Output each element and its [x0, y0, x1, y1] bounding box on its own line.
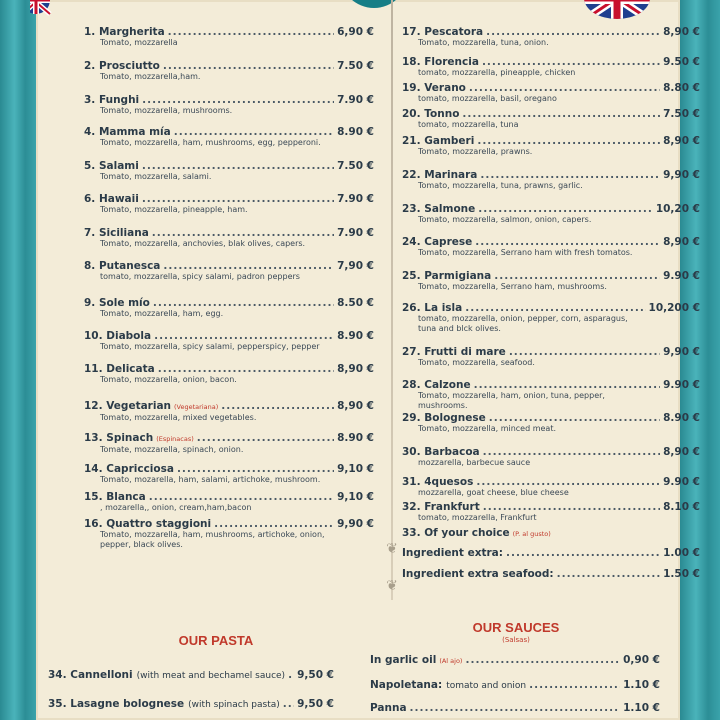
menu-item	[402, 270, 700, 292]
menu-item-price: 9.90 €	[663, 270, 700, 282]
menu-item-price: 7.50 €	[663, 108, 700, 120]
leader-dots	[494, 270, 660, 282]
menu-item-name: 24. Caprese	[402, 236, 473, 248]
menu-item	[84, 193, 374, 215]
menu-item-name: 2. Prosciutto	[84, 60, 160, 72]
leader-dots	[480, 169, 660, 181]
leader-dots	[163, 260, 334, 272]
menu-item	[402, 501, 700, 523]
menu-item	[84, 491, 374, 513]
leader-dots	[153, 297, 334, 309]
leader-dots	[474, 379, 661, 391]
menu-item-name: 12. Vegetarian	[84, 400, 172, 412]
menu-item-description: Tomato, mozzarella, salmon, onion, capers.	[418, 215, 592, 224]
leader-dots	[177, 463, 334, 475]
menu-item-name: Napoletana:	[370, 679, 443, 691]
menu-item-name: 27. Frutti di mare	[402, 346, 506, 358]
menu-item-name: 19. Verano	[402, 82, 466, 94]
menu-item	[84, 432, 374, 455]
leader-dots	[509, 346, 660, 358]
leader-dots	[476, 476, 660, 488]
menu-item-description: Tomato, mozzarella,ham.	[100, 72, 201, 81]
leader-dots	[142, 193, 334, 205]
sauces-section-title: OUR SAUCES	[472, 620, 560, 635]
menu-item	[402, 446, 700, 468]
menu-item-description: tomato, mozzarella, onion, pepper, corn, asparagus, tuna and blck olives.	[418, 314, 628, 333]
menu-item-price: 9,90 €	[663, 169, 700, 181]
menu-item-name: 18. Florencia	[402, 56, 479, 68]
pasta-section-title: OUR PASTA	[178, 633, 254, 648]
menu-item-name: 8. Putanesca	[84, 260, 161, 272]
menu-item	[402, 547, 700, 559]
menu-item-description: tomato, mozzarella, pineapple, chicken	[418, 68, 576, 77]
menu-item-price: 9.50 €	[663, 56, 700, 68]
menu-item	[402, 26, 700, 48]
logo-emblem	[340, 0, 408, 8]
menu-item-price: 10,200 €	[648, 302, 700, 314]
menu-item-price: 8.10 €	[663, 501, 700, 513]
menu-item	[84, 363, 374, 385]
menu-item-description: Tomato, mozzarella, salami.	[100, 172, 212, 181]
menu-item	[402, 135, 700, 157]
menu-item-price: 8.50 €	[337, 297, 374, 309]
menu-item-name: 31. 4quesos	[402, 476, 474, 488]
menu-item	[402, 169, 700, 191]
menu-item-price: 8,90 €	[663, 446, 700, 458]
menu-item-name: In garlic oil	[370, 654, 437, 666]
leader-dots	[410, 702, 621, 714]
menu-item	[84, 60, 374, 82]
menu-item-price: 7.90 €	[337, 94, 374, 106]
menu-item-price: 9,90 €	[663, 346, 700, 358]
menu-item	[84, 400, 374, 423]
menu-item-extra: (with spinach pasta)	[188, 700, 280, 710]
divider-ornament: ❦	[386, 541, 398, 557]
menu-item-description: Tomato, mozzarella, tuna, prawns, garlic.	[418, 181, 583, 190]
menu-item-name: 21. Gamberi	[402, 135, 475, 147]
leader-dots	[557, 568, 661, 580]
leader-dots	[482, 56, 660, 68]
menu-item	[402, 82, 700, 104]
menu-item-price: 7,90 €	[337, 260, 374, 272]
menu-item-description: Tomato, mozzarella, spicy salami, pepperspicy, pepper	[100, 342, 320, 351]
menu-item-description: Tomato, mozzarella, Serrano ham, mushrooms.	[418, 282, 607, 291]
menu-item-price: 9,10 €	[337, 491, 374, 503]
menu-item-description: Tomato, mozzarella, minced meat.	[418, 424, 557, 433]
menu-item-name: 33. Of your choice	[402, 527, 510, 539]
leader-dots	[483, 501, 660, 513]
menu-item-name: 25. Parmigiana	[402, 270, 492, 282]
menu-item-price: 8,90 €	[337, 400, 374, 412]
menu-item-name: Ingredient extra seafood:	[402, 568, 554, 580]
menu-item-tag: (P. al gusto)	[512, 530, 551, 538]
menu-item	[402, 108, 700, 130]
leader-dots	[465, 654, 620, 666]
menu-item-description: Tomato, mozzarella, seafood.	[418, 358, 535, 367]
leader-dots	[462, 108, 660, 120]
menu-item-name: 30. Barbacoa	[402, 446, 480, 458]
menu-item-name: 22. Marinara	[402, 169, 478, 181]
menu-item-tag: (Al ajo)	[439, 657, 463, 665]
menu-item	[402, 236, 700, 258]
menu-item	[402, 56, 700, 78]
menu-item-price: 1.00 €	[663, 547, 700, 559]
menu-item-price: 10,20 €	[655, 203, 700, 215]
menu-item	[402, 346, 700, 368]
menu-item-name: 15. Blanca	[84, 491, 146, 503]
menu-item-name: 20. Tonno	[402, 108, 460, 120]
menu-item-description: Tomato, mozzarella, ham, mushrooms, artichoke, onion, pepper, black olives.	[100, 530, 325, 549]
menu-item-price: 9,90 €	[337, 518, 374, 530]
menu-item	[84, 126, 374, 148]
menu-item-name: 13. Spinach	[84, 432, 154, 444]
menu-item-description: tomato, mozzarella, spicy salami, padron peppers	[100, 272, 300, 281]
menu-item	[84, 227, 374, 249]
menu-item-price: 8.90 €	[663, 412, 700, 424]
menu-item-name: Panna	[370, 702, 407, 714]
menu-item-price: 8.90 €	[337, 330, 374, 342]
menu-item	[84, 260, 374, 282]
leader-dots	[142, 160, 334, 172]
menu-item-price: 1.10 €	[623, 702, 660, 714]
menu-item-description: Tomato, mozzarella	[100, 38, 178, 47]
sauces-section-subtitle: (Salsas)	[502, 636, 530, 644]
leader-dots	[475, 236, 660, 248]
leader-dots	[477, 135, 660, 147]
leader-dots	[152, 227, 334, 239]
menu-item-price: 9.90 €	[663, 476, 700, 488]
menu-item-name: 10. Diabola	[84, 330, 152, 342]
leader-dots	[168, 26, 334, 38]
leader-dots	[214, 518, 334, 530]
menu-item	[48, 669, 334, 682]
menu-item-name: 29. Bolognese	[402, 412, 486, 424]
menu-item-name: 26. La isla	[402, 302, 463, 314]
menu-item-price: 8.90 €	[337, 126, 374, 138]
menu-item-description: Tomato, mozzarella, mixed vegetables.	[100, 413, 257, 422]
menu-item-price: 9,50 €	[297, 669, 334, 681]
menu-item	[402, 203, 700, 225]
leader-dots	[506, 547, 660, 559]
menu-item-price: 9.90 €	[663, 379, 700, 391]
leader-dots	[486, 26, 660, 38]
menu-item	[402, 379, 700, 410]
menu-sheet	[36, 0, 700, 720]
leader-dots	[465, 302, 645, 314]
leader-dots	[478, 203, 653, 215]
leader-dots	[483, 446, 660, 458]
leader-dots	[197, 432, 334, 444]
menu-item-extra: tomato and onion	[446, 681, 527, 691]
menu-item-price: 9,50 €	[297, 698, 334, 710]
menu-item-price: 8,90 €	[663, 135, 700, 147]
menu-item-description: mozzarella, barbecue sauce	[418, 458, 531, 467]
menu-item-price: 1.50 €	[663, 568, 700, 580]
leader-dots	[288, 669, 294, 681]
menu-item-price: 9,10 €	[337, 463, 374, 475]
menu-item-description: Tomato, mozzarella, Serrano ham with fresh tomatos.	[418, 248, 633, 257]
menu-item	[402, 568, 700, 580]
menu-item	[48, 698, 334, 711]
uk-flag-icon	[584, 0, 650, 20]
menu-item-name: 23. Salmone	[402, 203, 476, 215]
leader-dots	[158, 363, 334, 375]
menu-item-price: 6,90 €	[337, 26, 374, 38]
menu-item-name: 32. Frankfurt	[402, 501, 480, 513]
menu-item-price: 0,90 €	[623, 654, 660, 666]
menu-item-description: tomato, mozzarella, basil, oregano	[418, 94, 557, 103]
menu-item-description: Tomato, mozzarella, tuna, onion.	[418, 38, 549, 47]
menu-item-price: 8,90 €	[663, 26, 700, 38]
menu-item-price: 7.90 €	[337, 193, 374, 205]
menu-item-name: 16. Quattro staggioni	[84, 518, 212, 530]
menu-item-name: 1. Margherita	[84, 26, 165, 38]
leader-dots	[163, 60, 334, 72]
menu-item	[84, 297, 374, 319]
menu-item-price: 1.10 €	[623, 679, 660, 691]
sea-background-left	[0, 0, 36, 720]
column-divider	[391, 0, 393, 600]
menu-item	[370, 654, 660, 667]
menu-item-description: , mozarella,, onion, cream,ham,bacon	[100, 503, 252, 512]
menu-item-description: Tomato, mozzarella, anchovies, blak olives, capers.	[100, 239, 306, 248]
leader-dots	[154, 330, 334, 342]
menu-item-tag: (Vegetariana)	[174, 403, 219, 411]
menu-item	[402, 527, 700, 540]
menu-item-price: 7.50 €	[337, 160, 374, 172]
leader-dots	[469, 82, 660, 94]
menu-item-description: Tomato, mozzarella, mushrooms.	[100, 106, 233, 115]
leader-dots	[221, 400, 334, 412]
menu-item-name: 11. Delicata	[84, 363, 155, 375]
menu-item-name: 3. Funghi	[84, 94, 140, 106]
uk-flag-icon	[30, 0, 52, 18]
menu-item-description: Tomato, mozarella, ham, salami, artichoke, mushroom.	[100, 475, 321, 484]
menu-item-name: 5. Salami	[84, 160, 139, 172]
menu-item-name: 17. Pescatora	[402, 26, 484, 38]
menu-item-name: 9. Sole mío	[84, 297, 150, 309]
menu-item	[84, 463, 374, 485]
menu-item	[84, 518, 374, 549]
menu-item-description: Tomato, mozzarella, ham, egg.	[100, 309, 224, 318]
leader-dots	[142, 94, 334, 106]
leader-dots	[529, 679, 620, 691]
menu-item-description: Tomato, mozzarella, ham, mushrooms, egg, pepperoni.	[100, 138, 321, 147]
menu-item	[402, 412, 700, 434]
menu-item-price: 8,90 €	[337, 363, 374, 375]
menu-item	[402, 476, 700, 498]
menu-item-name: 35. Lasagne bolognese	[48, 698, 185, 710]
menu-item-name: Ingredient extra:	[402, 547, 503, 559]
menu-item	[370, 702, 660, 714]
menu-item-name: 4. Mamma mía	[84, 126, 171, 138]
menu-item-price: 8.80 €	[663, 82, 700, 94]
menu-item-name: 14. Capricciosa	[84, 463, 174, 475]
menu-item-price: 7.50 €	[337, 60, 374, 72]
leader-dots	[283, 698, 294, 710]
menu-item-name: 6. Hawaii	[84, 193, 139, 205]
divider-ornament: ❦	[386, 578, 398, 594]
menu-item	[84, 26, 374, 48]
menu-item-description: Tomato, mozzarella, prawns.	[418, 147, 533, 156]
menu-item	[84, 160, 374, 182]
menu-item-tag: (Espinacas)	[156, 435, 194, 443]
menu-item-extra: (with meat and bechamel sauce)	[136, 671, 286, 681]
menu-item	[402, 302, 700, 333]
menu-item-name: 7. Siciliana	[84, 227, 149, 239]
menu-item-price: 7.90 €	[337, 227, 374, 239]
menu-item-description: Tomate, mozzarella, spinach, onion.	[100, 445, 244, 454]
leader-dots	[149, 491, 334, 503]
menu-item	[84, 330, 374, 352]
menu-item	[84, 94, 374, 116]
menu-item-description: tomato, mozzarella, tuna	[418, 120, 519, 129]
menu-item-description: mozzarella, goat cheese, blue cheese	[418, 488, 569, 497]
menu-item-description: tomato, mozzarella, Frankfurt	[418, 513, 537, 522]
menu-item-description: Tomato, mozzarella, onion, bacon.	[100, 375, 237, 384]
menu-item	[370, 679, 660, 692]
menu-item-price: 8,90 €	[663, 236, 700, 248]
menu-item-name: 34. Cannelloni	[48, 669, 133, 681]
menu-item-price: 8.90 €	[337, 432, 374, 444]
menu-item-description: Tomato, mozzarella, pineapple, ham.	[100, 205, 248, 214]
menu-item-name: 28. Calzone	[402, 379, 471, 391]
menu-item-description: Tomato, mozzarella, ham, onion, tuna, pepper, mushrooms.	[418, 391, 605, 410]
leader-dots	[174, 126, 334, 138]
leader-dots	[489, 412, 660, 424]
